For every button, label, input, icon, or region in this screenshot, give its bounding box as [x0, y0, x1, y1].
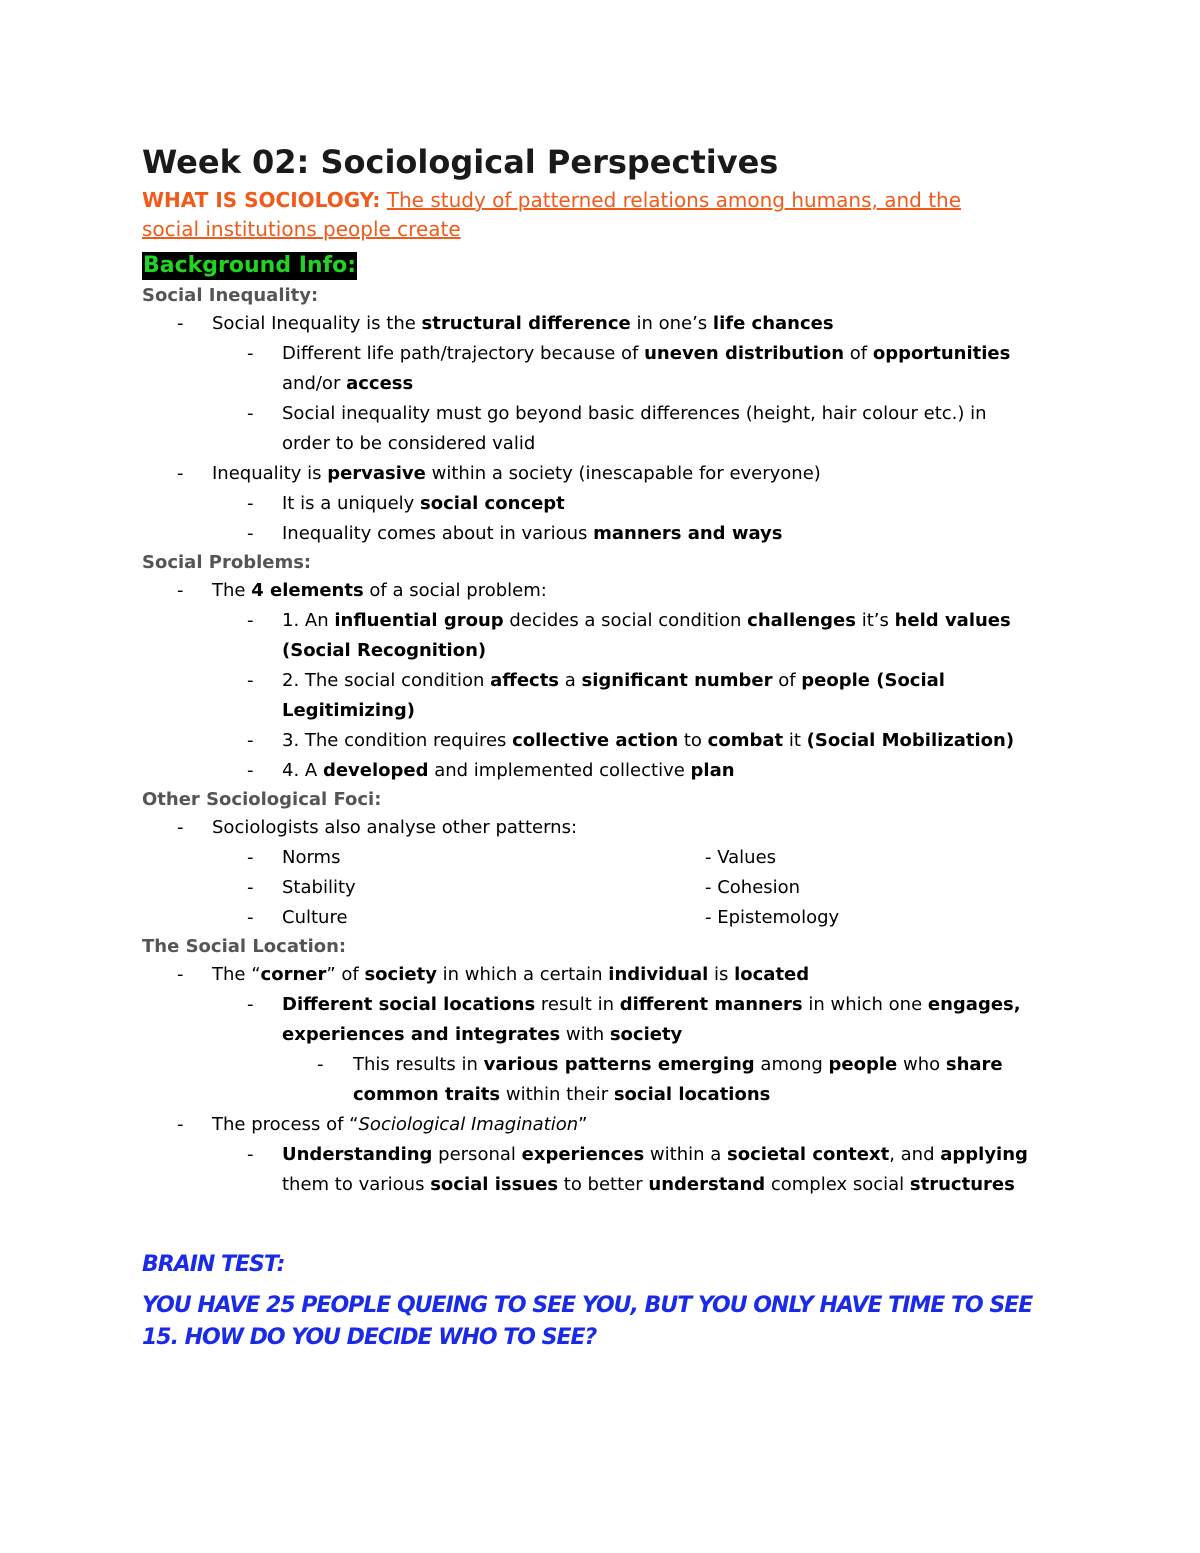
bullet-dash: - — [247, 523, 254, 544]
text: it’s — [855, 610, 895, 631]
text: , and — [889, 1144, 941, 1165]
list-item — [142, 339, 1072, 369]
bold-text: experiences and integrates — [282, 1024, 561, 1045]
text: to — [678, 730, 708, 751]
bold-text: various patterns emerging — [483, 1054, 755, 1075]
bullet-dash: - — [177, 817, 184, 838]
bold-text: affects — [490, 670, 560, 691]
text: among — [754, 1054, 829, 1075]
list-item — [142, 459, 1072, 489]
pattern-item: Culture — [282, 907, 348, 928]
text: personal — [432, 1144, 522, 1165]
list-item — [142, 960, 1072, 990]
text: Inequality is — [212, 463, 328, 484]
bold-text: engages, — [927, 994, 1021, 1015]
bullet-dash: - — [247, 670, 254, 691]
bold-text: share — [945, 1054, 1003, 1075]
bold-text: combat — [707, 730, 784, 751]
bold-text: held values — [894, 610, 1011, 631]
text: who — [897, 1054, 946, 1075]
bold-text: individual — [608, 964, 709, 985]
bold-text: influential group — [334, 610, 504, 631]
social-inequality-heading: Social Inequality: — [142, 285, 319, 306]
bold-text: access — [346, 373, 414, 394]
bold-text: uneven distribution — [644, 343, 845, 364]
bullet-dash: - — [247, 994, 254, 1015]
list-item — [142, 903, 1072, 933]
bullet-dash: - — [177, 1114, 184, 1135]
list-item-continuation — [142, 1170, 1072, 1200]
bold-text: structures — [909, 1174, 1015, 1195]
bold-text: structural difference — [421, 313, 631, 334]
document-title: Week 02: Sociological Perspectives — [142, 143, 779, 181]
bold-text: common traits — [353, 1084, 501, 1105]
bold-text: challenges — [747, 610, 856, 631]
bold-text: different manners — [619, 994, 803, 1015]
list-item — [142, 1140, 1072, 1170]
bold-text: society — [609, 1024, 683, 1045]
document-content — [142, 140, 1072, 1354]
bold-text: social locations — [613, 1084, 771, 1105]
list-item-continuation — [142, 1080, 1072, 1110]
bullet-dash: - — [247, 877, 254, 898]
text: ” of — [326, 964, 365, 985]
list-item-continuation — [142, 429, 1072, 459]
bold-text: life chances — [712, 313, 834, 334]
bold-text: people (Social — [801, 670, 945, 691]
text: The — [212, 580, 252, 601]
text: in which one — [802, 994, 928, 1015]
list-item — [142, 990, 1072, 1020]
bullet-dash: - — [247, 730, 254, 751]
list-item — [142, 399, 1072, 429]
social-location-heading: The Social Location: — [142, 936, 347, 957]
bold-text: Legitimizing) — [282, 700, 416, 721]
brain-test-title: BRAIN TEST: — [142, 1252, 285, 1277]
text: within a society (inescapable for everyone) — [425, 463, 821, 484]
text: decides a social condition — [503, 610, 748, 631]
italic-text: Sociological Imagination — [358, 1114, 579, 1135]
bold-text: collective action — [512, 730, 679, 751]
bold-text: plan — [690, 760, 735, 781]
definition-text-line2: social institutions people create — [142, 217, 461, 241]
list-item-continuation — [142, 696, 1072, 726]
list-item — [142, 843, 1072, 873]
text: This results in — [353, 1054, 484, 1075]
list-item-continuation — [142, 1020, 1072, 1050]
bullet-dash: - — [247, 1144, 254, 1165]
text: ” — [578, 1114, 588, 1135]
text: in which a certain — [436, 964, 609, 985]
list-item — [142, 606, 1072, 636]
list-item — [142, 666, 1072, 696]
background-info-label: Background Info: — [143, 253, 357, 278]
text: them to various — [282, 1174, 431, 1195]
pattern-item: - Epistemology — [705, 907, 840, 928]
pattern-item: - Cohesion — [705, 877, 801, 898]
text: Inequality comes about in various — [282, 523, 594, 544]
bullet-dash: - — [177, 463, 184, 484]
bold-text: pervasive — [327, 463, 426, 484]
bold-text: applying — [940, 1144, 1028, 1165]
list-item-continuation — [142, 369, 1072, 399]
bold-text: Understanding — [282, 1144, 433, 1165]
list-item — [142, 309, 1072, 339]
list-item — [142, 726, 1072, 756]
text: 1. An — [282, 610, 335, 631]
text: 4. A — [282, 760, 323, 781]
bullet-dash: - — [247, 610, 254, 631]
text: Sociologists also analyse other patterns: — [212, 817, 578, 838]
text: 2. The social condition — [282, 670, 491, 691]
bullet-dash: - — [247, 343, 254, 364]
list-item — [142, 813, 1072, 843]
text: order to be considered valid — [282, 433, 536, 454]
bold-text: social concept — [420, 493, 565, 514]
social-problems-heading: Social Problems: — [142, 552, 312, 573]
list-item-continuation — [142, 636, 1072, 666]
text: result in — [535, 994, 620, 1015]
text: Different life path/trajectory because of — [282, 343, 645, 364]
bold-text: people — [828, 1054, 898, 1075]
list-item — [142, 519, 1072, 549]
bold-text: developed — [322, 760, 429, 781]
bold-text: Different social locations — [282, 994, 536, 1015]
bold-text: (Social Mobilization) — [806, 730, 1015, 751]
pattern-item: Norms — [282, 847, 341, 868]
text: a — [559, 670, 582, 691]
text: Social Inequality is the — [212, 313, 422, 334]
background-info-wrap — [142, 252, 1072, 282]
bold-text: manners and ways — [593, 523, 783, 544]
bold-text: located — [734, 964, 810, 985]
text: complex social — [765, 1174, 910, 1195]
bold-text: societal context — [727, 1144, 890, 1165]
bullet-dash: - — [317, 1054, 324, 1075]
text: within their — [500, 1084, 614, 1105]
list-item — [142, 756, 1072, 786]
list-item — [142, 1110, 1072, 1140]
text: It is a uniquely — [282, 493, 421, 514]
bullet-dash: - — [247, 493, 254, 514]
list-item — [142, 489, 1072, 519]
bullet-dash: - — [177, 580, 184, 601]
text: of a social problem: — [363, 580, 547, 601]
text: of — [844, 343, 873, 364]
bold-text: significant number — [581, 670, 773, 691]
bold-text: 4 elements — [251, 580, 364, 601]
bold-text: experiences — [521, 1144, 645, 1165]
bold-text: corner — [260, 964, 327, 985]
list-item — [142, 1050, 1072, 1080]
list-item — [142, 576, 1072, 606]
bullet-dash: - — [247, 403, 254, 424]
bullet-dash: - — [247, 907, 254, 928]
bold-text: (Social Recognition) — [282, 640, 487, 661]
text: and/or — [282, 373, 347, 394]
text: of — [772, 670, 802, 691]
list-item — [142, 873, 1072, 903]
definition-text-line1: The study of patterned relations among humans, and the — [386, 188, 962, 212]
bullet-dash: - — [177, 313, 184, 334]
bold-text: society — [364, 964, 437, 985]
bullet-dash: - — [247, 847, 254, 868]
text: The “ — [212, 964, 261, 985]
text: Social inequality must go beyond basic differences (height, hair colour etc.) in — [282, 403, 987, 424]
text: with — [560, 1024, 610, 1045]
bold-text: understand — [648, 1174, 766, 1195]
definition-label: WHAT IS SOCIOLOGY: — [142, 188, 381, 212]
text: is — [708, 964, 735, 985]
text: The process of “ — [212, 1114, 359, 1135]
text: within a — [644, 1144, 727, 1165]
bullet-dash: - — [247, 760, 254, 781]
bullet-dash: - — [177, 964, 184, 985]
text: it — [783, 730, 807, 751]
other-foci-heading: Other Sociological Foci: — [142, 789, 382, 810]
text: to better — [558, 1174, 649, 1195]
sociology-definition — [142, 186, 1072, 244]
text: in one’s — [630, 313, 713, 334]
brain-test-question: YOU HAVE 25 PEOPLE QUEING TO SEE YOU, BUT YOU ONLY HAVE TIME TO SEE 15. HOW DO YOU DECIDE WHO TO SEE? — [142, 1293, 1033, 1350]
bold-text: opportunities — [872, 343, 1011, 364]
pattern-item: - Values — [705, 847, 777, 868]
text: 3. The condition requires — [282, 730, 513, 751]
text: and implemented collective — [428, 760, 691, 781]
pattern-item: Stability — [282, 877, 356, 898]
bold-text: social issues — [430, 1174, 559, 1195]
